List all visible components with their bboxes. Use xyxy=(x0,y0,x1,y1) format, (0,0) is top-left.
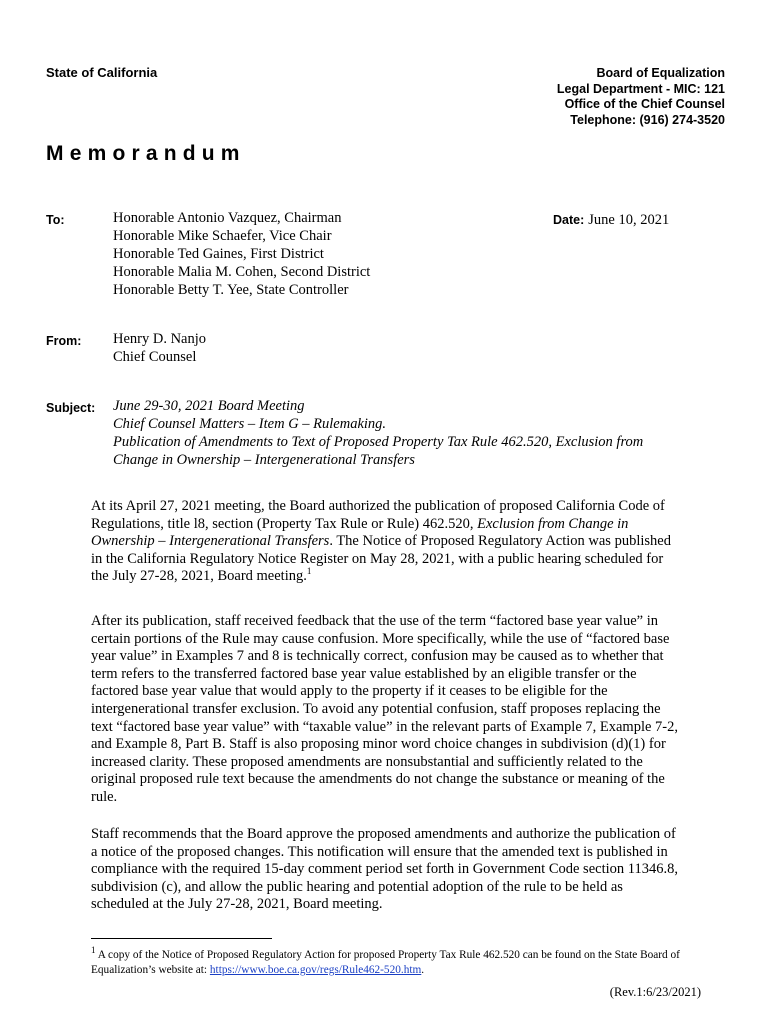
rule-link[interactable]: https://www.boe.ca.gov/regs/Rule462-520.htm xyxy=(209,964,422,976)
subject-block xyxy=(113,397,643,469)
subject-line: Chief Counsel Matters – Item G – Rulemaking. xyxy=(113,416,387,432)
office-chief-counsel: Office of the Chief Counsel xyxy=(564,97,725,111)
from-label: From: xyxy=(46,334,82,348)
memorandum-title: Memorandum xyxy=(46,142,246,165)
body-paragraph-1 xyxy=(91,498,683,586)
from-block xyxy=(113,330,206,366)
recipients-list xyxy=(113,209,370,299)
footnote-end: . xyxy=(421,964,425,976)
p1-italic-title: Exclusion from Change in Ownership – Intergenerational Transfers xyxy=(91,515,629,550)
body-paragraph-3: Staff recommends that the Board approve the proposed amendments and authorize the publication of a notice of the proposed changes. This notification will ensure that the amended text is published in compliance with the required 15-day comment period set forth in Government Code section 11346.8, subdivision (c), and allow the public hearing and potential adoption of the rule to be held as scheduled at the July 27-28, 2021, Board meeting. xyxy=(91,826,678,913)
footnote-number: 1 xyxy=(91,945,96,956)
date-field xyxy=(553,211,669,229)
subject-label: Subject: xyxy=(46,401,96,415)
subject-line: June 29-30, 2021 Board Meeting xyxy=(113,398,305,414)
footnote-divider xyxy=(91,938,272,939)
p1-text-b: . The Notice of Proposed Regulatory Action was published in the California Regulatory Notice Register on May 28, 2021, with a public hearing scheduled for the July 27-28, 2021, Board meeting. xyxy=(91,533,671,585)
date-label: Date: xyxy=(553,213,585,227)
p1-text-a: At its April 27, 2021 meeting, the Board authorized the publication of proposed California Code of Regulations, title l8, section (Property Tax Rule or Rule) 462.520, xyxy=(91,498,665,532)
board-address-block xyxy=(557,66,725,128)
footnote xyxy=(91,945,711,978)
sender-title: Chief Counsel xyxy=(113,349,197,365)
date-value: June 10, 2021 xyxy=(588,212,670,228)
legal-department: Legal Department - MIC: 121 xyxy=(556,81,725,96)
recipient: Honorable Ted Gaines, First District xyxy=(113,246,324,262)
telephone: Telephone: (916) 274-3520 xyxy=(570,112,725,127)
recipient: Honorable Malia M. Cohen, Second District xyxy=(113,264,371,280)
footnote-text: A copy of the Notice of Proposed Regulatory Action for proposed Property Tax Rule 462.520 can be found on the State Board of Equalization’s website at: xyxy=(91,949,680,976)
state-of-california: State of California xyxy=(46,65,158,80)
board-name: Board of Equalization xyxy=(596,66,725,80)
subject-line: Publication of Amendments to Text of Proposed Property Tax Rule 462.520, Exclusion from xyxy=(113,434,644,450)
sender-name: Henry D. Nanjo xyxy=(113,331,207,347)
footnote-reference: 1 xyxy=(306,566,312,577)
recipient: Honorable Mike Schaefer, Vice Chair xyxy=(113,228,332,244)
recipient: Honorable Betty T. Yee, State Controller xyxy=(113,282,349,298)
subject-line: Change in Ownership – Intergenerational Transfers xyxy=(113,452,415,468)
revision-stamp: (Rev.1:6/23/2021) xyxy=(609,985,701,999)
to-label: To: xyxy=(46,213,65,227)
body-paragraph-2: After its publication, staff received feedback that the use of the term “factored base year value” in certain portions of the Rule may cause confusion. More specifically, while the use of “factored base year value” in Examples 7 and 8 is technically correct, confusion may be caused as to whether that term refers to the transferred factored base year value established by an eligible transfer or the factored base year value that would apply to the property if it ceases to be eligible for the intergenerational transfer exclusion. To avoid any potential confusion, staff proposes replacing the text “factored base year value” with “taxable value” in the relevant parts of Example 7, Example 7-2, and Example 8, Part B. Staff is also proposing minor word choice changes in subdivision (d)(1) for increased clarity. These proposed amendments are nonsubstantial and sufficiently related to the original proposed rule text because the amendments do not change the substance or meaning of the rule. xyxy=(91,613,678,805)
recipient: Honorable Antonio Vazquez, Chairman xyxy=(113,210,342,226)
